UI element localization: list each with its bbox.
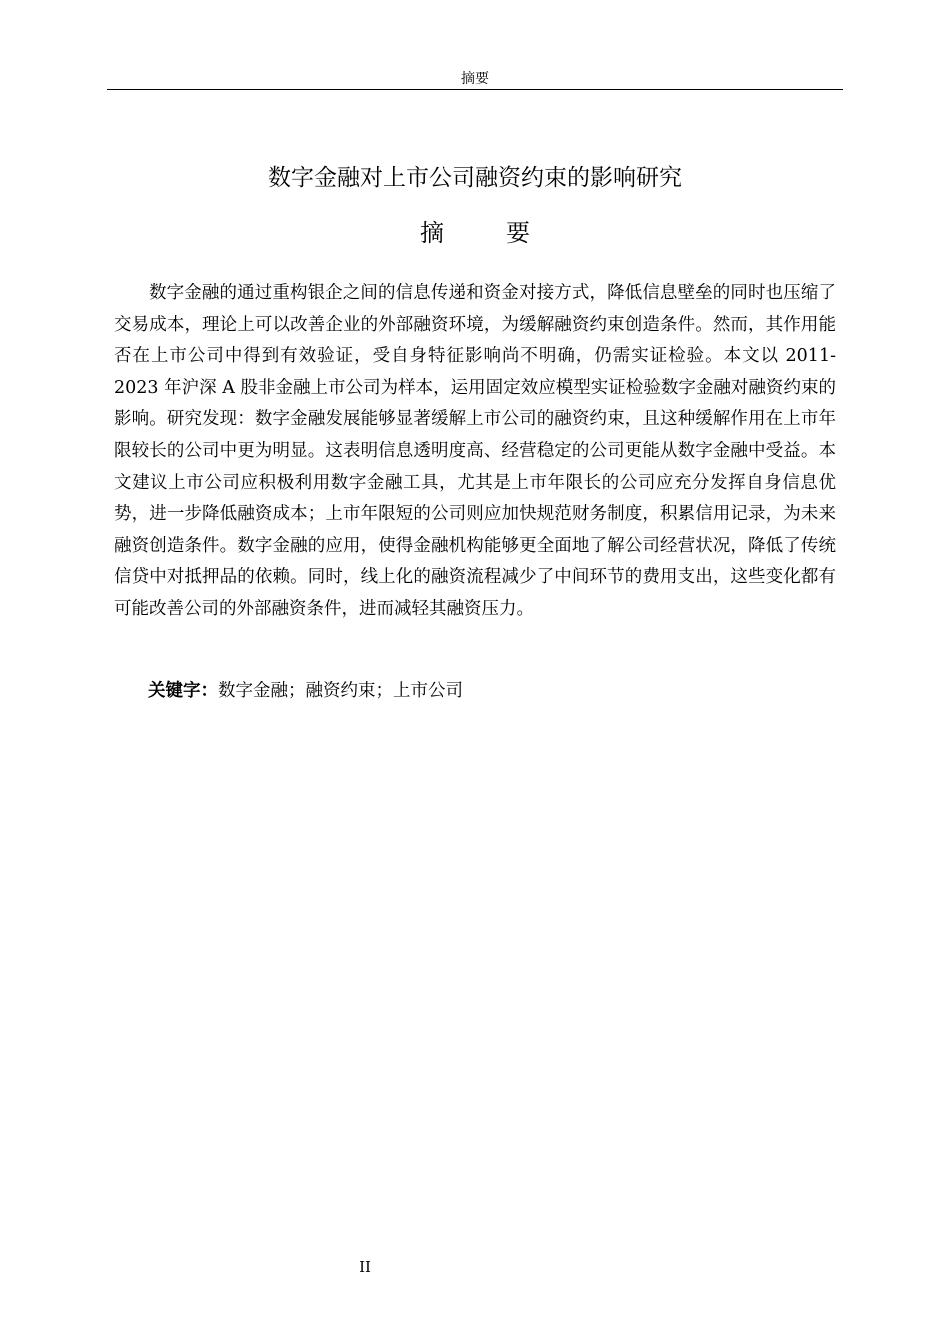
keywords-line	[148, 678, 463, 704]
keywords-label: 关键字：	[148, 681, 218, 701]
document-title: 数字金融对上市公司融资约束的影响研究	[268, 165, 682, 192]
page-number: II	[359, 1258, 371, 1276]
running-header: 摘要	[461, 71, 489, 87]
header-divider	[107, 89, 843, 90]
abstract-heading-char-1: 摘	[420, 219, 444, 247]
abstract-paragraph: 数字金融的通过重构银企之间的信息传递和资金对接方式，降低信息壁垒的同时也压缩了交易成本，理论上可以改善企业的外部融资环境，为缓解融资约束创造条件。然而，其作用能否在上市公司中得到有效验证，受自身特征影响尚不明确，仍需实证检验。本文以 2011-2023 年沪深 A 股非金融上市公司为样本，运用固定效应模型实证检验数字金融对融资约束的影响。研究发现：数字金融发展能够显著缓解上市公司的融资约束，且这种缓解作用在上市年限较长的公司中更为明显。这表明信息透明度高、经营稳定的公司更能从数字金融中受益。本文建议上市公司应积极利用数字金融工具，尤其是上市年限长的公司应充分发挥自身信息优势，进一步降低融资成本；上市年限短的公司则应加快规范财务制度，积累信用记录，为未来融资创造条件。数字金融的应用，使得金融机构能够更全面地了解公司经营状况，降低了传统信贷中对抵押品的依赖。同时，线上化的融资流程减少了中间环节的费用支出，这些变化都有可能改善公司的外部融资条件，进而减轻其融资压力。	[114, 283, 836, 619]
keywords-value: 数字金融；融资约束；上市公司	[218, 681, 463, 701]
abstract-heading-char-2: 要	[506, 219, 530, 247]
abstract-heading	[107, 216, 843, 250]
